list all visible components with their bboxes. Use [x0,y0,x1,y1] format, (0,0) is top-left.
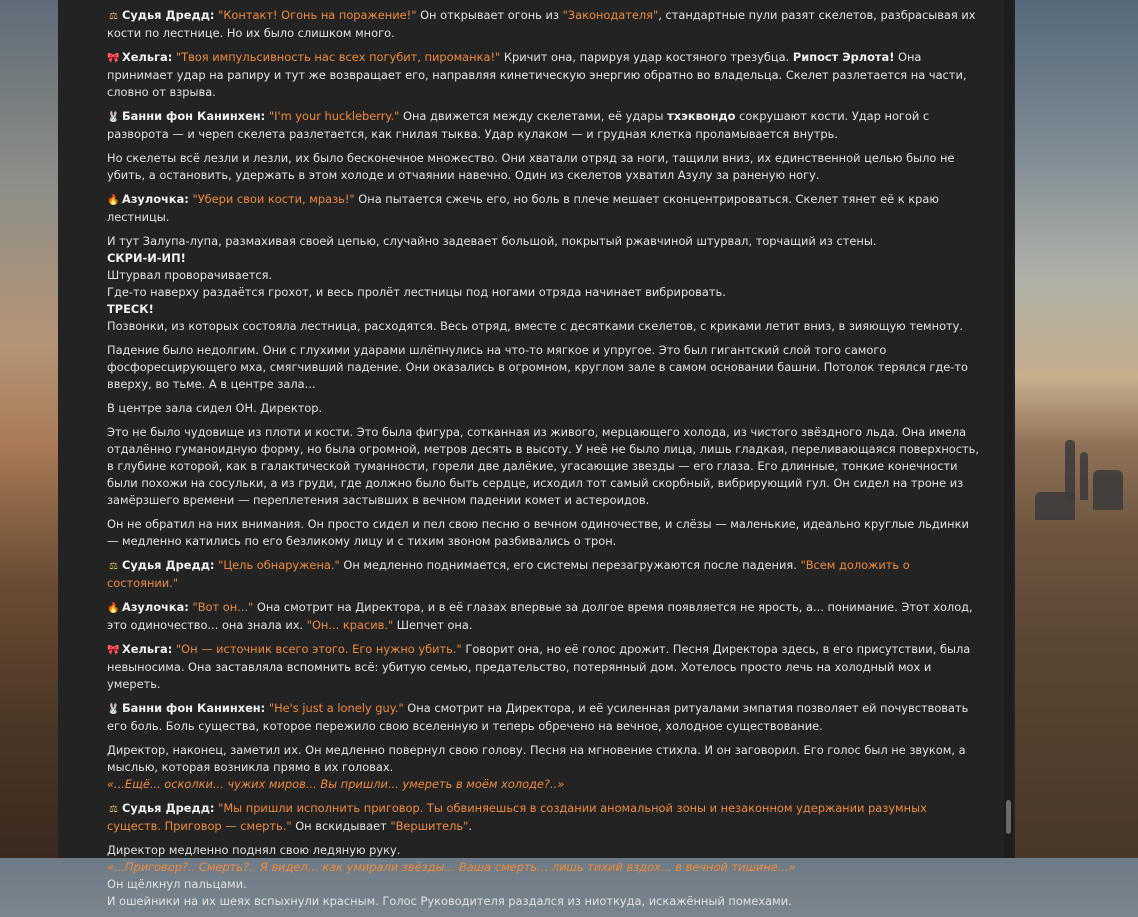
background-landscape-left [0,0,58,858]
telepathic-text: «...Ещё... осколки... чужих миров... Вы пришли... умереть в моём холоде?..» [107,777,565,791]
fire-icon: 🔥 [107,603,120,614]
narration-text: Он вскидывает [291,819,391,833]
quote-text: "Вот он..." [192,600,254,614]
bow-icon: 🎀 [107,53,120,64]
quote-text: "Мы пришли исполнить приговор. Ты обвиняешься в создании аномальной зоны и незаконном удержании разумных существ. Приговор — смерть." [107,801,927,833]
narration-text: Она смотрит на Директора, и в её глазах впервые за долгое время появляется не ярость, а... понимание. Этот холод, это одиночество... она знала их. [107,600,973,632]
scale-icon: ⚖ [109,561,118,572]
narration-text: В центре зала сидел ОН. Директор. [107,401,323,415]
narration-text: , стандартные пули разят скелетов, разбрасывая их кости по лестнице. Но их было слишком много. [107,8,976,40]
story-line [107,267,982,284]
character-name: Судья Дредд: [122,8,215,22]
quote-text: "Он... красив." [306,618,394,632]
narration-text: Шепчет она. [393,618,473,632]
character-line [107,108,982,143]
background-rock [1065,440,1075,500]
narration-paragraph [107,150,982,184]
narration-text: Он открывает огонь из [416,8,563,22]
scale-icon: ⚖ [109,804,118,815]
character-line [107,641,982,693]
narration-text: Она пытается сжечь его, но боль в плече мешает сконцентрироваться. Скелет тянет её к краю лестницы. [107,192,939,224]
quote-text: "Он — источник всего этого. Его нужно убить." [175,642,462,656]
narration-text: Но скелеты всё лезли и лезли, их было бесконечное множество. Они хватали отряд за ноги, тащили вниз, их единственной целью было не убить, а остановить, удержать в этом холоде и отчаянии навечно. Один из скелетов ухватил Азулу за раненую ногу. [107,151,955,182]
narration-text: И тут Залупа-лупа, размахивая своей цепью, случайно задевает большой, покрытый ржавчиной штурвал, торчащий из стены. [107,234,877,248]
scrollbar-thumb[interactable] [1006,800,1011,834]
quote-text: "I'm your huckleberry." [268,109,400,123]
character-line [107,7,982,42]
emphasis-text: СКРИ-И-ИП! [107,251,186,265]
quote-text: "Законодателя" [562,8,659,22]
narration-text: Он не обратил на них внимания. Он просто сидел и пел свою песню о вечном одиночестве, и слёзы — маленькие, идеально круглые льдинки — медленно катились по его безликому лицу и с тихим звоном разбивались о трон. [107,517,969,548]
character-line [107,700,982,735]
narration-paragraph [107,516,982,550]
story-block [107,742,982,793]
quote-text: "Убери свои кости, мразь!" [192,192,355,206]
emphasis-text: ТРЕСК! [107,302,154,316]
narration-paragraph [107,342,982,393]
narration-text: Она движется между скелетами, её удары [399,109,668,123]
character-name: Судья Дредд: [122,558,215,572]
narration-paragraph [107,400,982,417]
narration-text: Говорит она, но её голос дрожит. Песня Директора здесь, в его присутствии, была невыносима. Она заставляла вспомнить всё: убитую семью, предательство, потерянный дом. Хотелось просто лечь на холодный мох и умереть. [107,642,971,691]
background-rock [1080,452,1088,500]
telepathic-text: «...Приговор?.. Смерть?.. Я видел... как умирали звёзды... Ваша смерть... лишь тихий вздох... в вечной тишине...» [107,860,796,874]
background-landscape-right [1015,0,1138,858]
character-line [107,557,982,592]
narration-text: Кричит она, парируя удар костяного трезубца. [500,50,793,64]
narration-text: Директор медленно поднял свою ледяную руку. [107,843,401,857]
quote-text: "Вершитель" [390,819,469,833]
character-name: Судья Дредд: [122,801,215,815]
narration-text: Она смотрит на Директора, и её усиленная ритуалами эмпатия позволяет ей почувствовать его боль. Боль существа, которое пережило свою вселенную и теперь обречено на вечное, холодное существование. [107,701,969,733]
character-line [107,800,982,835]
emphasis-text: тхэквондо [667,109,736,123]
story-line [107,284,982,301]
character-line [107,191,982,226]
story-line [107,250,982,267]
scrollbar-track[interactable] [1004,0,1013,858]
background-rock [1093,470,1123,510]
fire-icon: 🔥 [107,195,120,206]
character-name: Банни фон Канинхен: [122,701,266,715]
narration-text: сокрушают кости. Удар ногой с разворота — и череп скелета разлетается, как гнилая тыква. Удар кулаком — и грудная клетка проламывается внутрь. [107,109,930,141]
story-line [107,893,982,910]
quote-text: "Цель обнаружена." [218,558,340,572]
story-line [107,859,982,876]
narration-text: Позвонки, из которых состояла лестница, расходятся. Весь отряд, вместе с десятками скелетов, с криками летит вниз, в зияющую темноту. [107,319,964,333]
story-line [107,318,982,335]
story-line [107,742,982,776]
scale-icon: ⚖ [109,11,118,22]
quote-text: "Твоя импульсивность нас всех погубит, пироманка!" [175,50,501,64]
narration-text: Падение было недолгим. Они с глухими ударами шлёпнулись на что-то мягкое и упругое. Это был гигантский слой того самого фосфоресцирующего мха, смягчивший падение. Они оказались в огромном, круглом зале в самом основании башни. Потолок терялся где-то вверху, во тьме. А в центре зала... [107,343,969,391]
narration-text: . [468,819,472,833]
character-line [107,599,982,634]
bow-icon: 🎀 [107,645,120,656]
story-line [107,233,982,250]
character-name: Хельга: [122,50,173,64]
story-line [107,301,982,318]
bunny-icon: 🐰 [107,112,120,123]
character-name: Азулочка: [122,192,189,206]
narration-text: Директор, наконец, заметил их. Он медленно повернул свою голову. Песня на мгновение стихла. И он заговорил. Его голос был не звуком, а мыслью, которая возникла прямо в их головах. [107,743,966,774]
quote-text: "Всем доложить о состоянии." [107,558,910,590]
quote-text: "He's just a lonely guy." [268,701,404,715]
narration-paragraph [107,424,982,509]
narration-text: Это не было чудовище из плоти и кости. Это была фигура, сотканная из живого, мерцающего холода, из чистого звёздного льда. Она имела отдалённо гуманоидную форму, но была огромной, метров десять в высоту. У неё не было лица, лишь гладкая, переливающаяся поверхность, в глубине которой, как в галактической туманности, горели две далёкие, угасающие звезды — его глаза. Его длинные, тонкие конечности были похожи на сосульки, а из груди, где должно было быть сердце, исходил тот самый скорбный, вибрирующий гул. Он сидел на троне из замёрзшего времени — переплетения застывших в вечном падении комет и астероидов. [107,425,980,507]
story-block [107,233,982,335]
narration-text: И ошейники на их шеях вспыхнули красным. Голос Руководителя раздался из ниоткуда, искажённый помехами. [107,894,792,908]
story-line [107,776,982,793]
narration-text: Штурвал проворачивается. [107,268,273,282]
narration-text: Где-то наверху раздаётся грохот, и весь пролёт лестницы под ногами отряда начинает вибрировать. [107,285,726,299]
quote-text: "Контакт! Огонь на поражение!" [218,8,417,22]
narration-text: Он медленно поднимается, его системы перезагружаются после падения. [339,558,801,572]
character-name: Банни фон Канинхен: [122,109,266,123]
background-rock [1035,492,1075,520]
story-block [107,842,982,910]
narration-text: Он щёлкнул пальцами. [107,877,247,891]
story-line [107,842,982,859]
narration-text: Она принимает удар на рапиру и тут же возвращает его, направляя кинетическую энергию обратно во владельца. Скелет разлетается на части, словно от взрыва. [107,50,967,99]
character-name: Азулочка: [122,600,189,614]
story-line [107,876,982,893]
character-name: Хельга: [122,642,173,656]
story-message-content [107,7,982,917]
emphasis-text: Рипост Эрлота! [792,50,895,64]
bunny-icon: 🐰 [107,704,120,715]
character-line [107,49,982,101]
